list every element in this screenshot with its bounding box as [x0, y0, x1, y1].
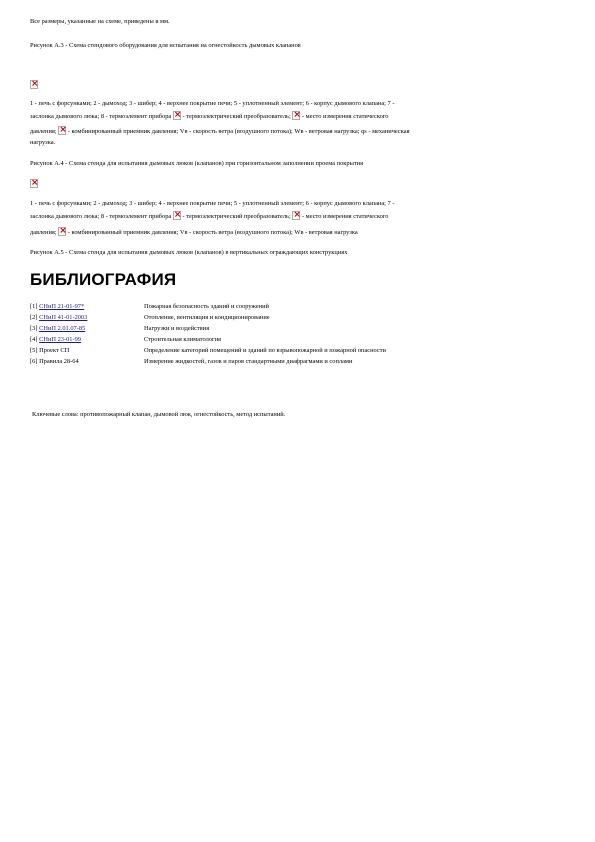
reference-doc-link[interactable]: СНиП 21-01-97* — [39, 303, 85, 310]
legend-a4-line-2: заслонка дымового люка; 8 - термоэлемент прибора × - термоэлектрический преобразователь; × - место измерения статического — [30, 111, 570, 122]
reference-row — [30, 356, 386, 367]
reference-number: [5] — [30, 347, 38, 354]
reference-row — [30, 312, 386, 323]
reference-doc-link[interactable]: СНиП 2.01.07-85 — [39, 325, 86, 332]
figure-a4-caption: Рисунок А.4 - Схема стенда для испытания дымовых люков (клапанов) при горизонтальном заполнении проема покрытия — [30, 160, 364, 167]
bibliography-table — [30, 301, 386, 367]
reference-title: Пожарная безопасность зданий и сооружений — [144, 303, 269, 310]
reference-row — [30, 345, 386, 356]
formula-image-icon — [58, 227, 66, 236]
formula-image-icon — [173, 211, 181, 220]
reference-source — [30, 301, 144, 312]
reference-row — [30, 334, 386, 345]
reference-source — [30, 356, 144, 367]
reference-row — [30, 301, 386, 312]
bibliography-heading: БИБЛИОГРАФИЯ — [30, 270, 177, 289]
reference-doc: Проект СП — [39, 347, 70, 354]
legend-a4-line-4: нагрузка. — [30, 139, 56, 146]
bibliography-rows — [30, 301, 386, 367]
figure-a3-caption: Рисунок А.3 - Схема стендового оборудования для испытания на огнестойкость дымовых клапанов — [30, 42, 301, 49]
legend-a4-line-1: 1 - печь с форсунками; 2 - дымоход; 3 - шибер; 4 - верхнее покрытие печи; 5 - уплотненный элемент; 6 - корпус дымового клапана; 7 - — [30, 100, 395, 107]
reference-doc-link[interactable]: СНиП 23-01-99 — [39, 336, 82, 343]
formula-image-icon — [292, 111, 300, 120]
reference-number: [3] — [30, 325, 38, 332]
reference-row — [30, 323, 386, 334]
reference-title: Отопление, вентиляция и кондиционирование — [144, 314, 270, 321]
figure-a5-image — [30, 179, 38, 188]
legend-a4-line-3: давления; × - комбинированный приемник давления; Vв - скорость ветра (воздушного потока); Wв - ветровая нагрузка; qs - механическая — [30, 126, 570, 137]
reference-source — [30, 312, 144, 323]
reference-number: [1] — [30, 303, 38, 310]
reference-source — [30, 345, 144, 356]
reference-title: Нагрузки и воздействия — [144, 325, 210, 332]
formula-image-icon — [58, 126, 66, 135]
reference-source — [30, 323, 144, 334]
reference-number: [2] — [30, 314, 38, 321]
reference-number: [6] — [30, 358, 38, 365]
reference-doc: Правила 28-64 — [39, 358, 79, 365]
reference-number: [4] — [30, 336, 38, 343]
reference-doc-link[interactable]: СНиП 41-01-2003 — [39, 314, 88, 321]
formula-image-icon — [173, 111, 181, 120]
reference-title: Определение категорий помещений и зданий по взрывопожарной и пожарной опасности — [144, 347, 386, 354]
formula-image-icon — [292, 211, 300, 220]
reference-title: Измерение жидкостей, газов и паров стандартными диафрагмами и соплами — [144, 358, 353, 365]
reference-source — [30, 334, 144, 345]
reference-title: Строительная климатология — [144, 336, 221, 343]
legend-a5-line-3: давления; × - комбинированный приемник давления; Vв - скорость ветра (воздушного потока); Wв - ветровая нагрузка — [30, 227, 570, 238]
dimensions-note: Все размеры, указанные на схеме, приведены в мм. — [30, 18, 170, 25]
figure-a5-caption: Рисунок А.5 - Схема стенда для испытания дымовых люков (клапанов) в вертикальных ограждающих конструкциях — [30, 249, 348, 256]
legend-a5-line-2: заслонка дымового люка; 8 - термоэлемент прибора × - термоэлектрический преобразователь; × - место измерения статического — [30, 211, 570, 222]
figure-a4-image — [30, 80, 38, 89]
keywords: Ключевые слова: противопожарный клапан, дымовой люк, огнестойкость, метод испытаний. — [32, 411, 286, 418]
legend-a5-line-1: 1 - печь с форсунками; 2 - дымоход; 3 - шибер; 4 - верхнее покрытие печи; 5 - уплотненный элемент; 6 - корпус дымового клапана; 7 - — [30, 200, 395, 207]
